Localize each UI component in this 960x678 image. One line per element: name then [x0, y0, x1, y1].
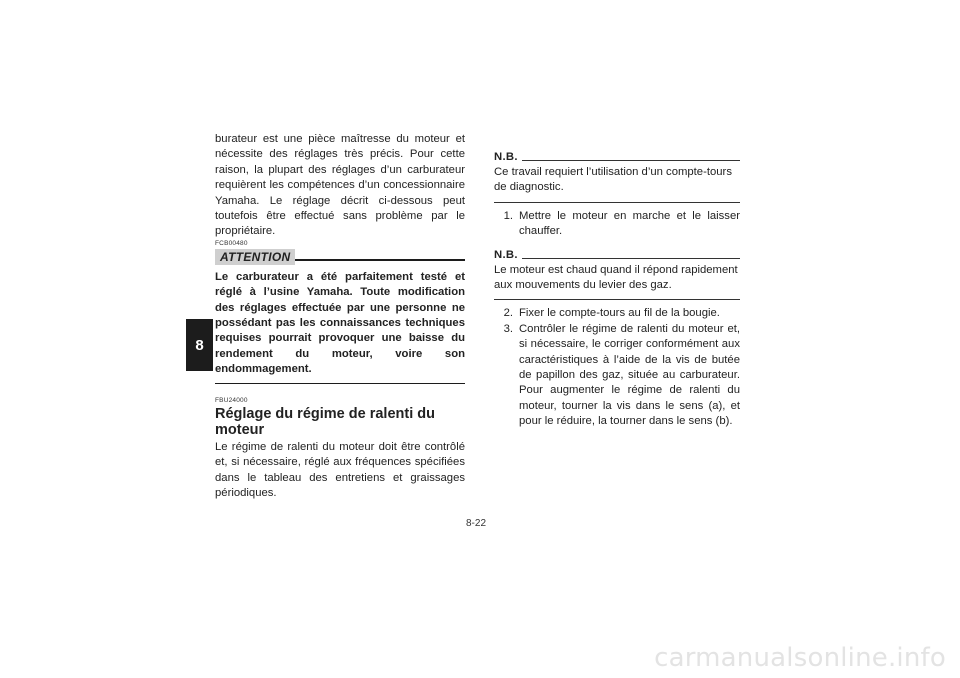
note-rule: [522, 258, 740, 259]
left-column: [215, 132, 465, 501]
note-rule: [522, 160, 740, 161]
attention-text: Le carburateur a été parfaitement testé et réglé à l’usine Yamaha. Toute modification des réglages effectuée par une personne ne possédant pas les connaissances techniques requises pourrait provoquer une baisse du rendement du moteur, voire son endommagement.: [215, 270, 465, 376]
intro-paragraph: burateur est une pièce maîtresse du moteur et nécessite des réglages très précis. Pour cette raison, la plupart des réglages d’un carburateur requièrent les compétences d’un concessionnaire Yamaha. Le réglage décrit ci-dessous peut toutefois être effectué sans problème par le propriétaire.: [215, 133, 465, 238]
attention-header: [215, 249, 465, 265]
step-number: 1.: [503, 209, 513, 222]
step-number: 2.: [503, 307, 513, 320]
note-text: Ce travail requiert l’utilisation d’un compte-tours de diagnostic.: [494, 166, 732, 194]
list-item: [494, 209, 740, 240]
note-divider: [494, 202, 740, 203]
section-paragraph: Le régime de ralenti du moteur doit être contrôlé et, si nécessaire, réglé aux fréquences spécifiées dans le tableau des entretiens et graissages périodiques.: [215, 440, 465, 499]
note-header: [494, 248, 740, 262]
watermark: carmanualsonline.info: [654, 643, 946, 673]
chapter-tab: 8: [186, 319, 213, 371]
steps-list: [494, 306, 740, 429]
step-text: Contrôler le régime de ralenti du moteur et, si nécessaire, le corriger conformément aux caractéristiques à l’aide de la vis de butée de papillon des gaz, située au carburateur. Pour augmenter le régime de ralenti du moteur, tourner la vis dans le sens (a), et pour le réduire, la tourner dans le sens (b).: [519, 322, 740, 428]
attention-rule: [295, 259, 465, 261]
reference-code: FCB00480: [215, 239, 248, 247]
note-divider: [494, 299, 740, 300]
step-text: Mettre le moteur en marche et le laisser chauffer.: [519, 209, 740, 238]
section-title: Réglage du régime de ralenti du moteur: [215, 405, 435, 438]
note-text: Le moteur est chaud quand il répond rapidement aux mouvements du levier des gaz.: [494, 263, 738, 292]
section-code: FBU24000: [215, 396, 248, 404]
list-item: [494, 322, 740, 430]
note-label: N.B.: [494, 248, 518, 261]
step-text: Fixer le compte-tours au fil de la bougie.: [519, 307, 720, 320]
note-header: [494, 150, 740, 164]
steps-list: [494, 209, 740, 240]
attention-label: ATTENTION: [215, 249, 295, 265]
note-label: N.B.: [494, 151, 518, 163]
right-column: [494, 150, 740, 430]
attention-divider: [215, 383, 465, 384]
step-number: 3.: [503, 322, 513, 335]
list-item: [494, 306, 740, 321]
page-number: 8-22: [466, 518, 487, 529]
